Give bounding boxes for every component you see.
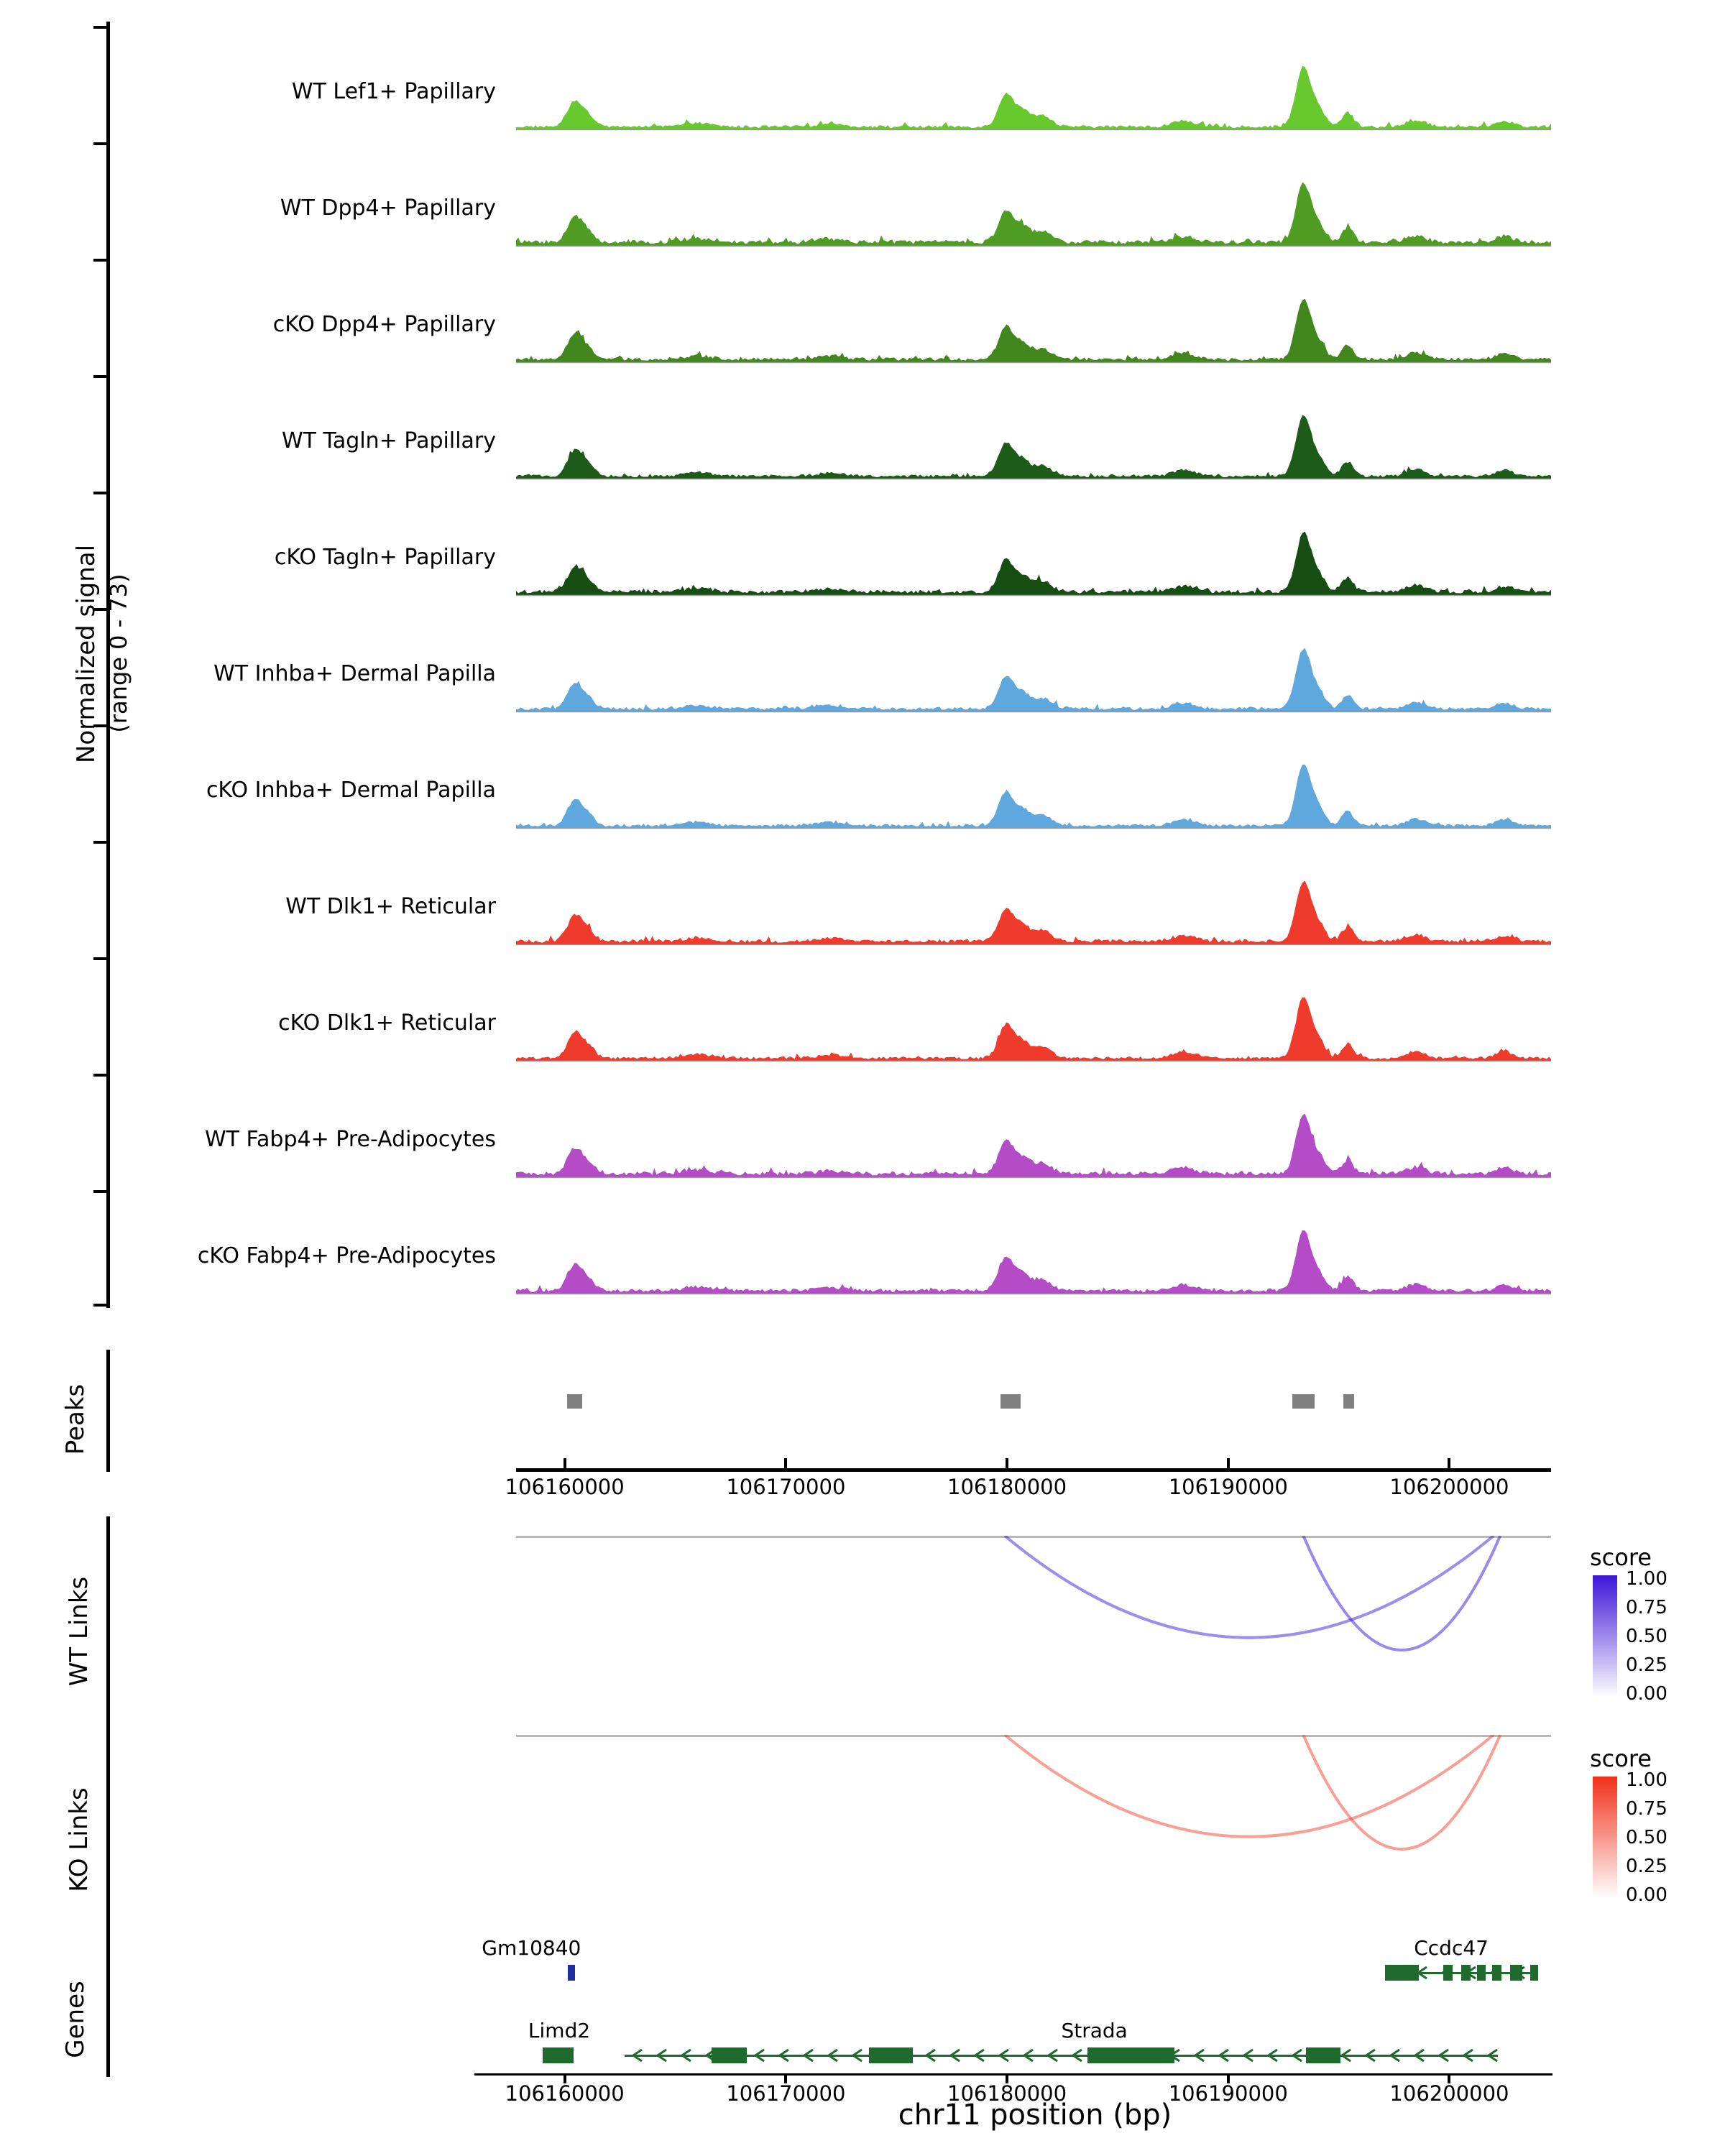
track-label-7: WT Dlk1+ Reticular: [285, 894, 496, 919]
wt-legend-title: score: [1590, 1544, 1652, 1571]
x-axis-tick-label: 106160000: [505, 2081, 625, 2106]
link-arc: [1005, 1536, 1494, 1638]
peak-mark: [1292, 1394, 1315, 1409]
wt-legend-gradient: [1593, 1575, 1617, 1697]
x-axis-tick-label: 106200000: [1389, 1475, 1509, 1499]
gene-exon: [1443, 1965, 1453, 1981]
gene-exon: [1087, 2047, 1175, 2063]
coverage-track: [516, 1114, 1551, 1179]
gene-strand-arrows: [625, 2046, 1498, 2065]
x-axis-tick: [1448, 1458, 1450, 1468]
y-axis-title-line2: (range 0 - 73): [105, 573, 132, 733]
gene-label: Limd2: [528, 2019, 591, 2042]
coverage-track: [516, 881, 1551, 946]
x-axis-line-bottom: [474, 2073, 1552, 2076]
gene-exon: [712, 2047, 747, 2063]
link-arc: [1005, 1735, 1494, 1837]
wt-links-panel-label: WT Links: [65, 1576, 93, 1687]
ko-legend-gradient: [1593, 1777, 1617, 1899]
coverage-track: [516, 183, 1551, 247]
ko-links-arcs: [516, 1735, 1551, 1929]
peak-mark: [1000, 1394, 1021, 1409]
gene-exon: [568, 1965, 574, 1981]
coverage-track: [516, 1230, 1551, 1295]
coverage-track: [516, 765, 1551, 829]
track-label-3: WT Tagln+ Papillary: [282, 428, 496, 453]
track-label-0: WT Lef1+ Papillary: [291, 79, 496, 104]
y-axis-title-line1: Normalized signal: [72, 544, 101, 764]
gene-label: Strada: [1061, 2019, 1128, 2042]
x-axis-tick-label: 106180000: [947, 2081, 1067, 2106]
x-axis-tick-label: 106170000: [726, 1475, 846, 1499]
wt-links-arcs: [516, 1536, 1551, 1730]
coverage-track: [516, 299, 1551, 364]
gene-label: Gm10840: [482, 1936, 581, 1960]
x-axis-line-top: [516, 1468, 1551, 1472]
peak-mark: [1343, 1394, 1354, 1409]
ko-links-axis-line: [106, 1725, 110, 1933]
gene-exon: [869, 2047, 913, 2063]
track-label-2: cKO Dpp4+ Papillary: [272, 312, 496, 337]
track-label-6: cKO Inhba+ Dermal Papilla: [206, 778, 496, 803]
x-axis-tick-label: 106200000: [1389, 2081, 1509, 2106]
x-axis-tick: [784, 1458, 787, 1468]
x-axis-tick-label: 106180000: [947, 1475, 1067, 1499]
coverage-track: [516, 998, 1551, 1062]
gene-exon: [1461, 1965, 1471, 1981]
gene-exon: [1306, 2047, 1341, 2063]
track-label-4: cKO Tagln+ Papillary: [274, 545, 496, 570]
gene-label: Ccdc47: [1414, 1936, 1489, 1960]
track-label-5: WT Inhba+ Dermal Papilla: [213, 661, 496, 686]
gene-exon: [1492, 1965, 1501, 1981]
x-axis-tick: [1227, 1458, 1230, 1468]
x-axis-tick-label: 106190000: [1168, 2081, 1288, 2106]
track-label-10: cKO Fabp4+ Pre-Adipocytes: [197, 1243, 496, 1268]
x-axis-title: chr11 position (bp): [898, 2099, 1172, 2132]
x-axis-tick-label: 106170000: [726, 2081, 846, 2106]
track-label-8: cKO Dlk1+ Reticular: [278, 1010, 496, 1036]
coverage-track: [516, 415, 1551, 480]
gene-exon: [1510, 1965, 1522, 1981]
peaks-panel-label: Peaks: [61, 1383, 90, 1455]
track-label-1: WT Dpp4+ Papillary: [280, 195, 496, 221]
ko-links-panel-label: KO Links: [65, 1787, 93, 1892]
peak-mark: [567, 1394, 583, 1409]
gene-exon: [1530, 1965, 1538, 1981]
x-axis-tick-label: 106160000: [505, 1475, 625, 1499]
gene-exon: [543, 2047, 574, 2063]
genome-browser-figure: Normalized signal (range 0 - 73) WT Lef1+ Papillary WT Dpp4+ Papillary cKO Dpp4+ Papillary WT Tagln+ Papillary cKO Tagln+ Papillary WT Inhba+ Dermal Papilla cKO Inhba+ Dermal Papilla WT Dlk1+ Reticular cKO Dlk1+ Reticular WT Fabp4+ Pre-Adipocytes cKO Fabp4+ Pre-Adipocytes Peaks 106160000 106170000 106180000 106190000 106200000 WT Links score 1.00 0.75 0.50 0.25 0.00 KO Links score 1.00 0.75 0.50 0.25 0.00 Genes Gm10840 Ccdc47 Limd2 Strada 106160000 106170000 106180000 106190000 106200000 chr11 position (bp): [0, 0, 1725, 2156]
peaks-axis-line: [106, 1350, 110, 1472]
genes-panel-label: Genes: [61, 1981, 90, 2058]
gene-exon: [1385, 1965, 1419, 1981]
x-axis-tick-label: 106190000: [1168, 1475, 1288, 1499]
wt-links-axis-line: [106, 1516, 110, 1725]
coverage-track: [516, 648, 1551, 713]
x-axis-tick: [564, 1458, 566, 1468]
x-axis-tick: [1006, 1458, 1008, 1468]
ko-legend-title: score: [1590, 1745, 1652, 1772]
genes-axis-line: [106, 1933, 110, 2077]
coverage-track: [516, 532, 1551, 596]
track-label-9: WT Fabp4+ Pre-Adipocytes: [205, 1127, 496, 1152]
gene-exon: [1477, 1965, 1486, 1981]
coverage-track: [516, 66, 1551, 131]
